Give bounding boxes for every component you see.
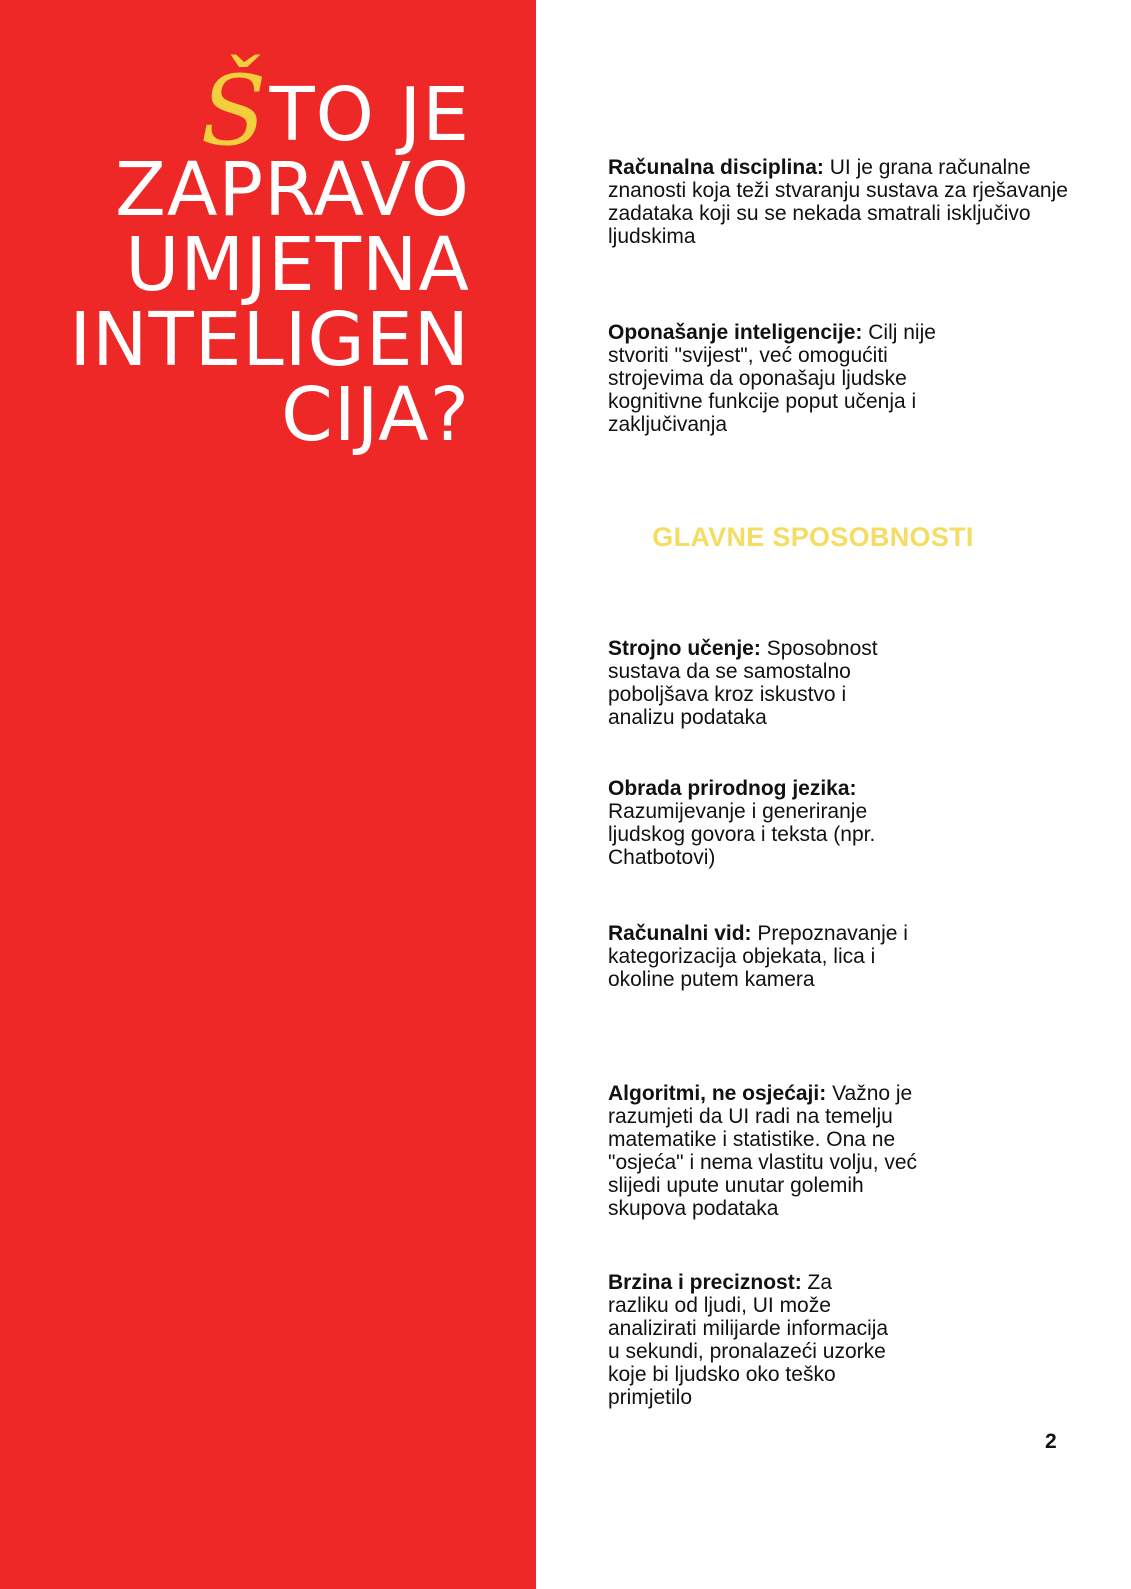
definition-item-computing-discipline	[608, 156, 1068, 248]
item-title: Računalni vid:	[608, 922, 752, 945]
capability-item-machine-learning	[608, 637, 918, 729]
item-text: Za razliku od ljudi, UI može analizirati milijarde informacija u sekundi, pronalazeći uzorke koje bi ljudsko oko teško primjetilo	[608, 1271, 889, 1409]
item-title: Oponašanje inteligencije:	[608, 321, 863, 344]
item-title: Obrada prirodnog jezika:	[608, 777, 857, 800]
item-title: Algoritmi, ne osjećaji:	[608, 1082, 827, 1105]
capability-item-speed-precision	[608, 1271, 898, 1409]
item-title: Računalna disciplina:	[608, 156, 824, 179]
item-title: Brzina i preciznost:	[608, 1271, 802, 1294]
page-number: 2	[1045, 1430, 1057, 1453]
item-text: Razumijevanje i generiranje ljudskog govora i teksta (npr. Chatbotovi)	[608, 800, 876, 869]
item-text: Cilj nije stvoriti "svijest", već omogućiti strojevima da oponašaju ljudske kognitivne funkcije poput učenja i zaključivanja	[608, 321, 936, 436]
section-heading-main-capabilities: GLAVNE SPOSOBNOSTI	[652, 522, 974, 552]
capability-item-algorithms	[608, 1082, 918, 1220]
title-line-1	[30, 55, 470, 167]
item-text: Sposobnost sustava da se samostalno poboljšava kroz iskustvo i analizu podataka	[608, 637, 878, 729]
title-line-5: CIJA?	[281, 372, 470, 458]
definition-item-imitating-intelligence	[608, 321, 983, 436]
item-text: UI je grana računalne znanosti koja teži stvaranju sustava za rješavanje zadataka koji su se nekada smatrali isključivo ljudskima	[608, 156, 1068, 248]
title-line-3: UMJETNA	[125, 222, 470, 308]
title-line-1-text: TO JE	[269, 72, 470, 158]
capability-item-computer-vision	[608, 922, 928, 991]
item-text: Važno je razumjeti da UI radi na temelju matematike i statistike. Ona ne "osjeća" i nema vlastitu volju, već slijedi upute unutar golemih skupova podataka	[608, 1082, 918, 1220]
item-title: Strojno učenje:	[608, 637, 761, 660]
page-title	[30, 55, 470, 458]
item-text: Prepoznavanje i kategorizacija objekata, lica i okoline putem kamera	[608, 922, 908, 991]
decorative-initial: Š	[200, 55, 268, 167]
title-line-2: ZAPRAVO	[115, 147, 470, 233]
title-line-4: INTELIGEN	[69, 297, 470, 383]
capability-item-nlp	[608, 777, 908, 869]
